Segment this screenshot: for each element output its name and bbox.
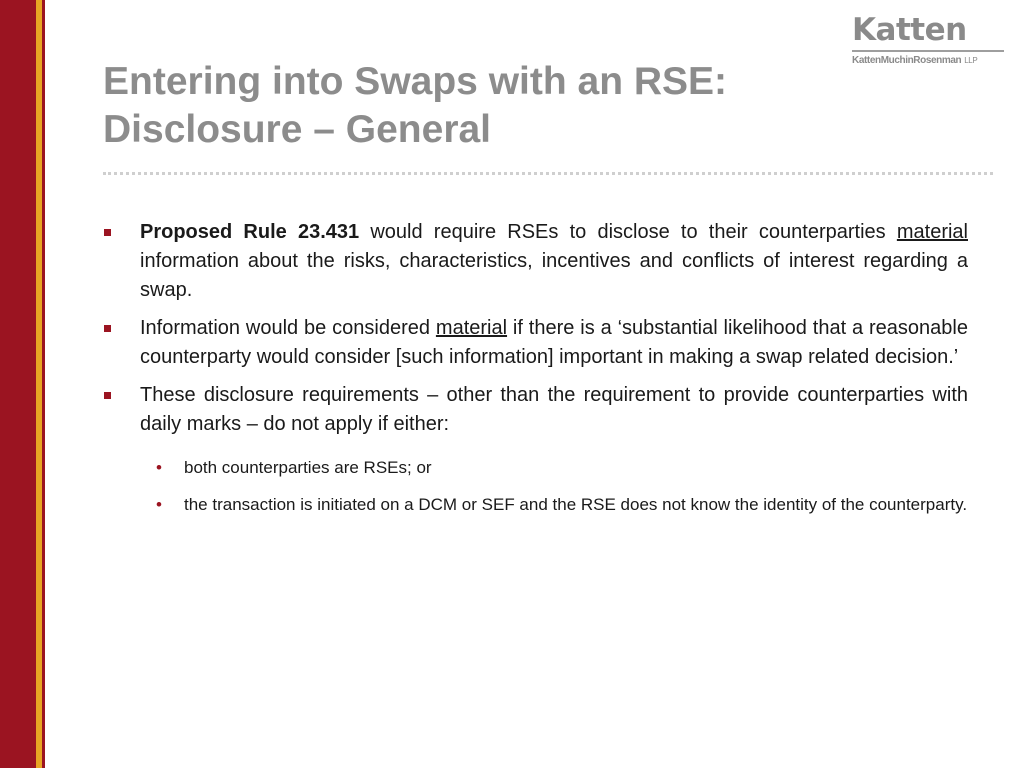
sub-bullet-text: both counterparties are RSEs; or — [184, 458, 432, 477]
sub-bullet-dcm-sef — [140, 492, 968, 517]
logo-subtitle-name: KattenMuchinRosenman — [852, 55, 962, 66]
sub-bullet-text: the transaction is initiated on a DCM or SEF and the RSE does not know the identity of the counterparty. — [184, 495, 968, 514]
bullet-exceptions — [104, 381, 968, 439]
sub-bullet-both-rses — [140, 455, 968, 480]
left-red-thin-stripe — [42, 0, 45, 768]
logo-wordmark: Katten — [852, 12, 967, 48]
logo-subtitle — [852, 55, 1006, 66]
exceptions-sub-list — [104, 455, 968, 517]
slide-title-line-2: Disclosure – General — [103, 108, 492, 151]
left-red-band — [0, 0, 36, 768]
title-dotted-divider — [103, 172, 993, 175]
bullet-text: would require RSEs to disclose to their counterparties — [359, 221, 897, 243]
underlined-term: material — [435, 317, 508, 339]
slide-body — [104, 218, 968, 529]
rule-reference: Proposed Rule 23.431 — [140, 221, 360, 243]
bullet-text: information about the risks, characteristics, incentives and conflicts of interest regarding a swap. — [140, 250, 968, 301]
bullet-material-definition — [104, 314, 968, 372]
square-bullet-icon — [104, 325, 111, 332]
round-bullet-icon: • — [156, 495, 162, 514]
underlined-term: material — [896, 221, 968, 243]
bullet-proposed-rule — [104, 218, 968, 305]
square-bullet-icon — [104, 229, 111, 236]
bullet-text: These disclosure requirements – other than the requirement to provide counterparties with daily marks – do not apply if either: — [140, 384, 968, 435]
logo-rule — [852, 50, 1004, 52]
slide-title — [103, 58, 863, 154]
bullet-text: if there is a ‘substantial likelihood that a reasonable counterparty would consider [such information] important in making a swap related decision.’ — [140, 317, 968, 368]
bullet-text: Information would be considered — [140, 317, 436, 339]
logo-llp: LLP — [964, 56, 978, 65]
round-bullet-icon: • — [156, 458, 162, 477]
square-bullet-icon — [104, 392, 111, 399]
katten-logo — [852, 12, 1006, 66]
slide-title-line-1: Entering into Swaps with an RSE: — [103, 60, 728, 103]
